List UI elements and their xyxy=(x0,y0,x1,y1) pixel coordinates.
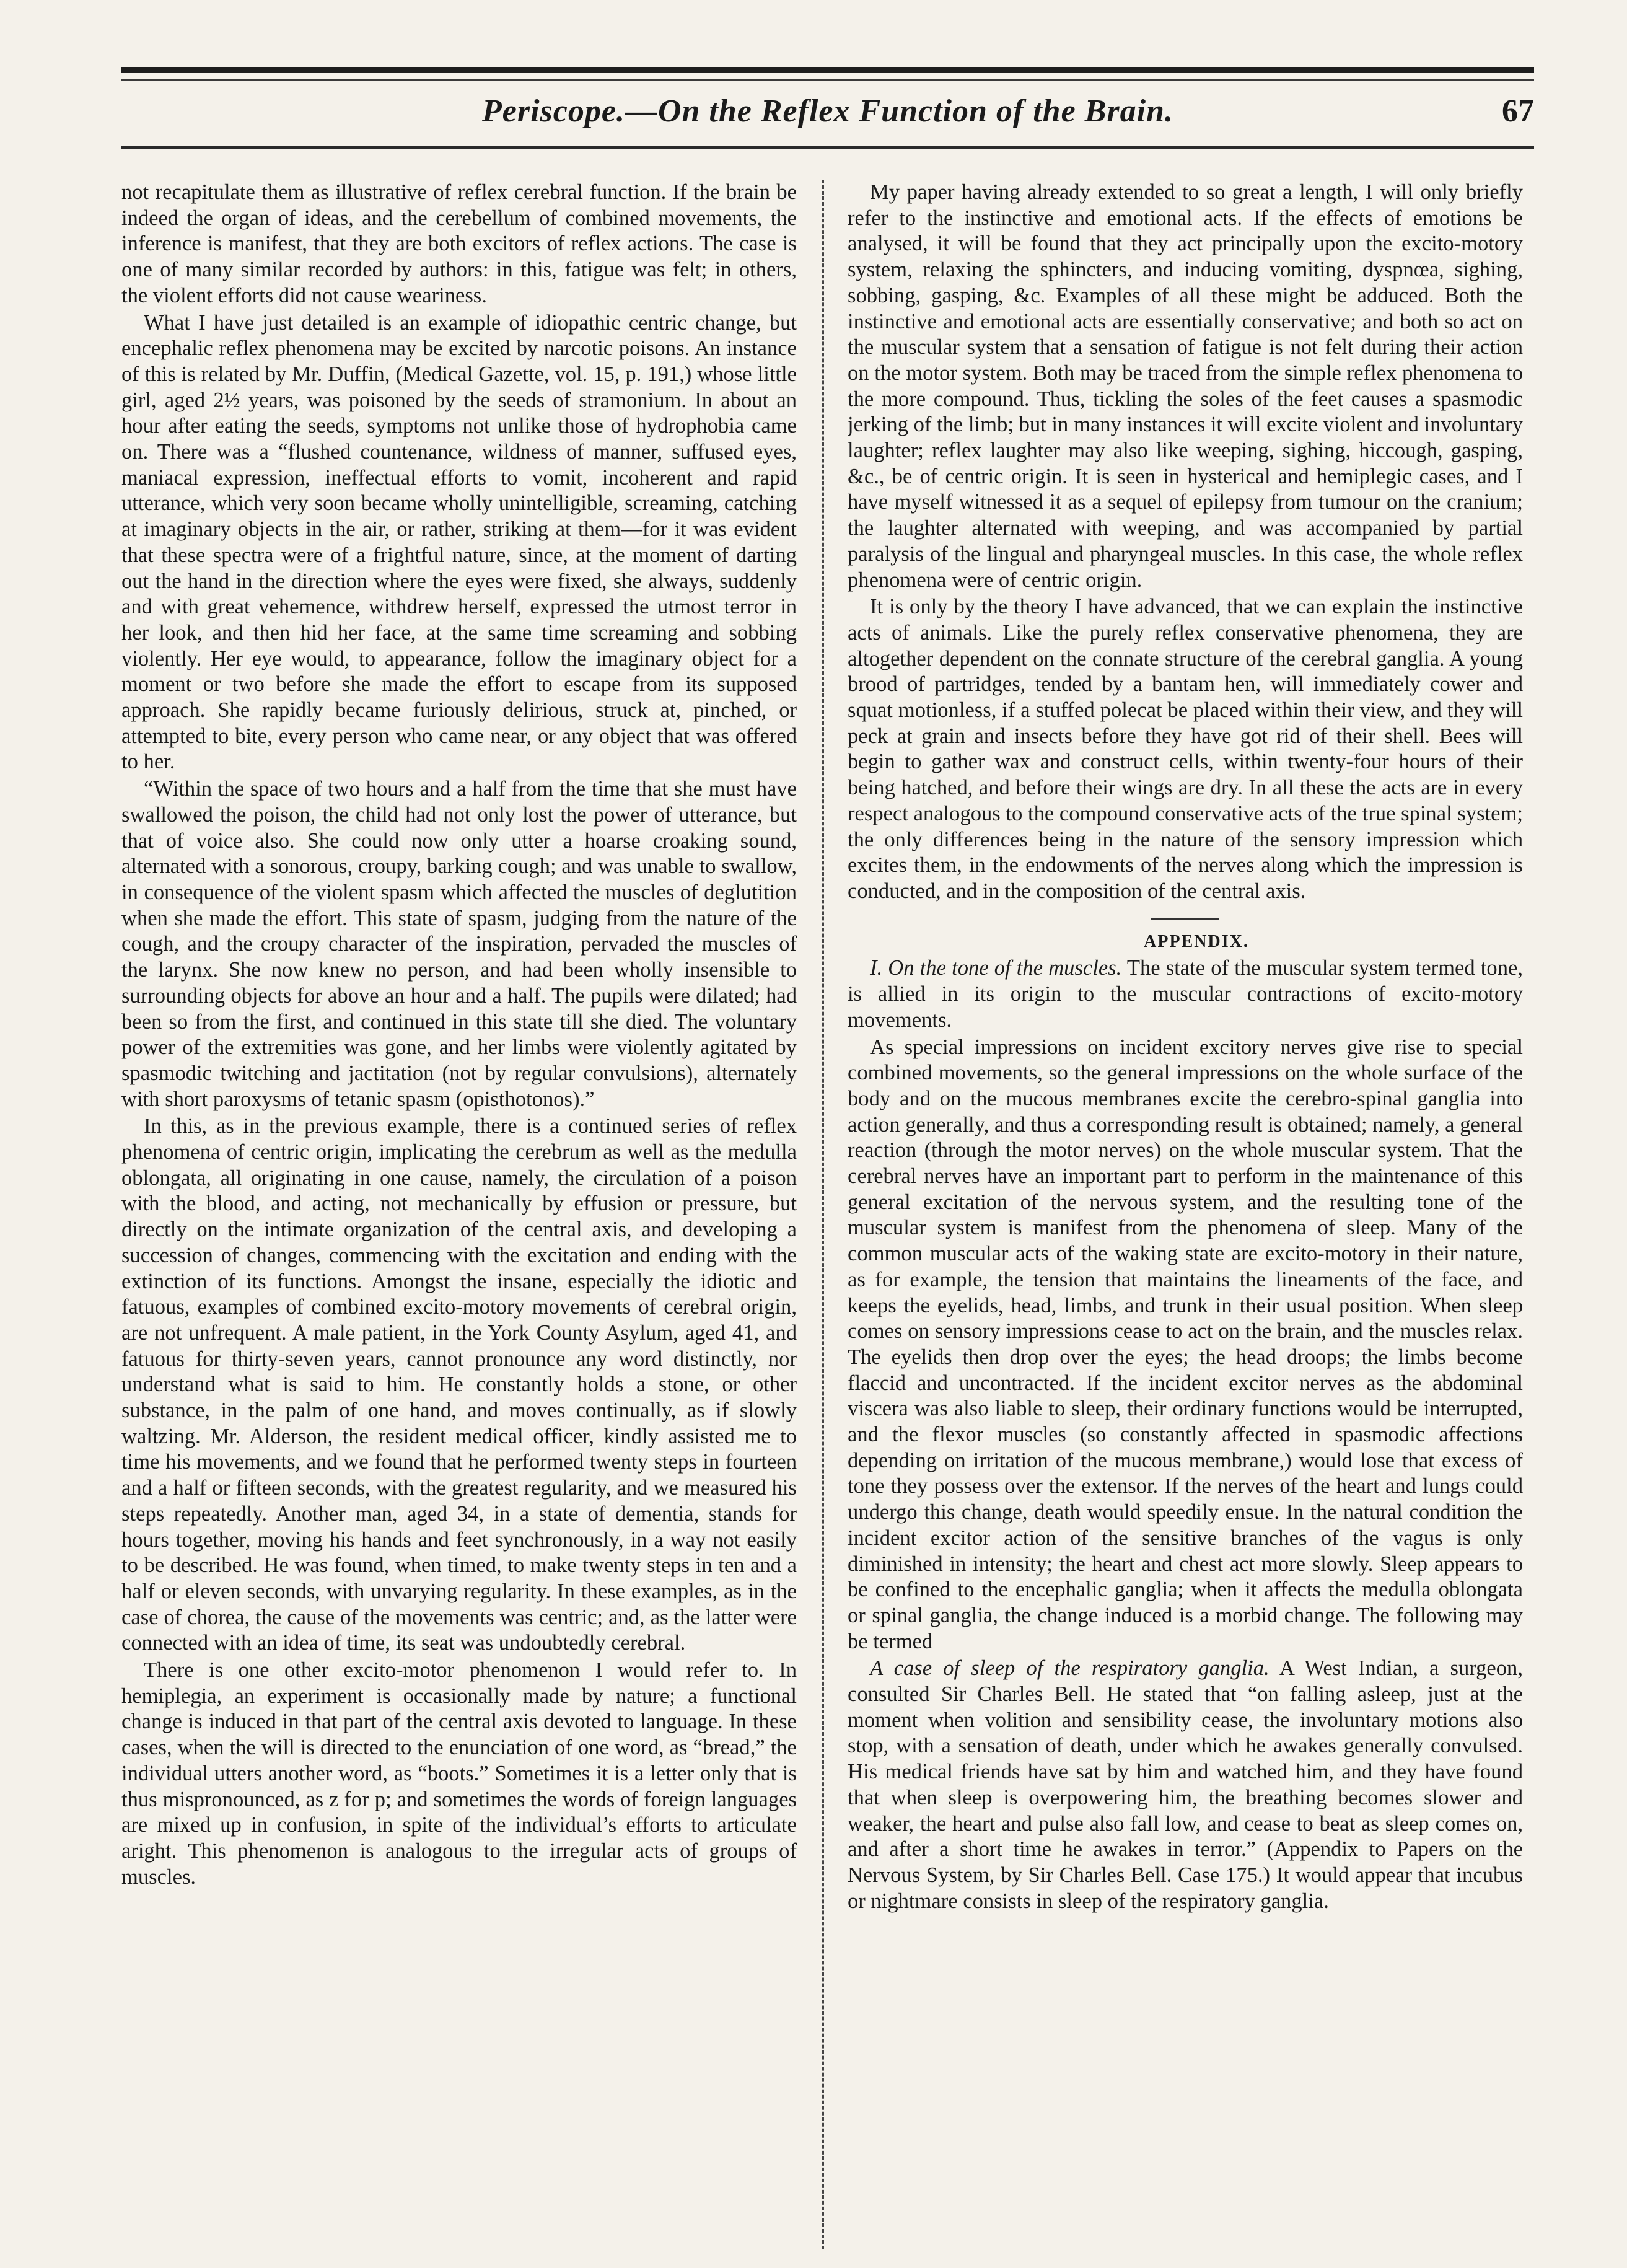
appendix-rule xyxy=(1151,918,1219,920)
running-title: Periscope.—On the Reflex Function of the Brain. xyxy=(482,94,1173,129)
left-column xyxy=(121,180,797,2249)
header-rule xyxy=(121,146,1534,149)
top-rule-thick xyxy=(121,67,1534,73)
left-paragraph-1: not recapitulate them as illustrative of reflex cerebral function. If the brain be indeed the organ of ideas, and the cerebellum of combined movements, the inference is manifest, that they are both excitors of reflex actions. The case is one of many similar recorded by authors: in this, fatigue was felt; in others, the violent efforts did not cause weariness. xyxy=(121,180,797,307)
right-paragraph-5 xyxy=(848,1656,1523,1914)
right-paragraph-3 xyxy=(848,956,1523,1033)
section-body-sleep: A West Indian, a surgeon, consulted Sir Charles Bell. He stated that “on falling asleep, just at the moment when volition and sensibility cease, the involuntary motions also stop, with a sensation of death, under which he awakes generally convulsed. His medical friends have sat by him and watched him, and they have found that when sleep is overpowering him, the breathing becomes slower and weaker, the heart and pulse also fall low, and cease to beat as sleep comes on, and after a short time he awakes in terror.” (Appendix to Papers on the Nervous System, by Sir Charles Bell. Case 175.) It would appear that incubus or nightmare consists in sleep of the respiratory ganglia. xyxy=(848,1656,1523,1913)
right-paragraph-2: It is only by the theory I have advanced, that we can explain the instinctive acts of animals. Like the purely reflex conservative phenomena, they are altogether dependent on the connate structure of the cerebral ganglia. A young brood of partridges, tended by a bantam hen, will immediately cower and squat motionless, if a stuffed polecat be placed within their view, and they will peck at grain and insects before they have got rid of their shell. Bees will begin to gather wax and construct cells, within twenty-four hours of their being hatched, and before their wings are dry. In all these the acts are in every respect analogous to the compound conservative acts of the true spinal system; the only differences being in the nature of the sensory impression which excites them, in the endowments of the nerves along which the impression is conducted, and in the composition of the central axis. xyxy=(848,595,1523,903)
column-divider xyxy=(822,180,824,2249)
left-paragraph-3: “Within the space of two hours and a half from the time that she must have swallowed the poison, the child had not only lost the power of utterance, but that of voice also. She could now only utter a hoarse croaking sound, alternated with a sonorous, croupy, barking cough; and was unable to swallow, in consequence of the violent spasm which affected the muscles of deglutition when she made the effort. This state of spasm, judging from the nature of the cough, and the croupy character of the inspiration, pervaded the muscles of the larynx. She now knew no person, and had been wholly insensible to surrounding objects for above an hour and a half. The pupils were dilated; had been so from the first, and continued in this state till she died. The voluntary power of the extremities was gone, and her limbs were violently agitated by spasmodic twitching and jactitation (not by regular convulsions), alternately with short paroxysms of tetanic spasm (opisthotonos).” xyxy=(121,777,797,1111)
appendix-heading: APPENDIX. xyxy=(1144,931,1249,951)
right-paragraph-1: My paper having already extended to so great a length, I will only briefly refer to the instinctive and emotional acts. If the effects of emotions be analysed, it will be found that they act principally upon the excito-motory system, relaxing the sphincters, and inducing vomiting, dyspnœa, sighing, sobbing, gasping, &c. Examples of all these might be adduced. Both the instinctive and emotional acts are essentially conservative; and both so act on the muscular system that a sensation of fatigue is not felt during their action on the motor system. Both may be traced from the simple reflex phenomena to the more compound. Thus, tickling the soles of the feet causes a spasmodic jerking of the limb; but in many instances it will excite violent and involuntary laughter; reflex laughter may also like weeping, sighing, hiccough, gasping, &c., be of centric origin. It is seen in hysterical and hemiplegic cases, and I have myself witnessed it as a sequel of epilepsy from tumour on the cranium; the laughter alternated with weeping, and was accompanied by partial paralysis of the lingual and pharyngeal muscles. In this case, the whole reflex phenomena were of centric origin. xyxy=(848,180,1523,592)
left-paragraph-4: In this, as in the previous example, there is a continued series of reflex phenomena of centric origin, implicating the cerebrum as well as the medulla oblongata, all originating in one cause, namely, the circulation of a poison with the blood, and acting, not mechanically by effusion or pressure, but directly on the intimate organization of the central axis, and developing a succession of changes, commencing with the excitation and ending with the extinction of its functions. Amongst the insane, especially the idiotic and fatuous, examples of combined excito-motory movements of cerebral origin, are not unfrequent. A male patient, in the York County Asylum, aged 41, and fatuous for thirty-seven years, cannot pronounce any word distinctly, nor understand what is said to him. He constantly holds a stone, or other substance, in the palm of one hand, and moves continually, as if slowly waltzing. Mr. Alderson, the resident medical officer, kindly assisted me to time his movements, and we found that he performed twenty steps in fourteen and a half or fifteen seconds, with the greatest regularity, and we measured his steps repeatedly. Another man, aged 34, in a state of dementia, stands for hours together, moving his hands and feet synchronously, in a way not easily to be described. He was found, when timed, to make twenty steps in ten and a half or eleven seconds, with unvarying regularity. In these examples, as in the case of chorea, the cause of the movements was centric; and, as the latter were connected with an idea of time, its seat was undoubtedly cerebral. xyxy=(121,1114,797,1655)
left-paragraph-2: What I have just detailed is an example of idiopathic centric change, but encephalic reflex phenomena may be excited by narcotic poisons. An instance of this is related by Mr. Duffin, (Medical Gazette, vol. 15, p. 191,) whose little girl, aged 2½ years, was poisoned by the seeds of stramonium. In about an hour after eating the seeds, symptoms not unlike those of hydrophobia came on. There was a “flushed countenance, wildness of manner, suffused eyes, maniacal expression, ineffectual efforts to vomit, incoherent and rapid utterance, which very soon became wholly unintelligible, screaming, catching at imaginary objects in the air, or rather, striking at them—for it was evident that these spectra were of a frightful nature, since, at the moment of darting out the hand in the direction where the eyes were fixed, she always, suddenly and with great vehemence, withdrew herself, expressed the utmost terror in her look, and then hid her face, at the same time screaming and sobbing violently. Her eye would, to appearance, follow the imaginary object for a moment or two before she made the effort to escape from its supposed approach. She rapidly became furiously delirious, struck at, pinched, or attempted to bite, every person who came near, or any object that was offered to her. xyxy=(121,310,797,774)
right-paragraph-4: As special impressions on incident excitory nerves give rise to special combined movements, so the general impressions on the whole surface of the body and on the mucous membranes excite the cerebro-spinal ganglia into action generally, and thus a corresponding result is obtained; namely, a general reaction (through the motor nerves) on the whole muscular system. That the cerebral nerves have an important part to perform in the maintenance of this general excitation of the nervous system, and the resulting tone of the muscular system is manifest from the phenomena of sleep. Many of the common muscular acts of the waking state are excito-motory in their nature, as for example, the tension that maintains the lineaments of the face, and keeps the eyelids, head, limbs, and trunk in their usual position. When sleep comes on sensory impressions cease to act on the brain, and the muscles relax. The eyelids then drop over the eyes; the head droops; the limbs become flaccid and uncontracted. If the incident excitor nerves as the abdominal viscera was also liable to sleep, their ordinary functions would be interrupted, and the flexor muscles (so constantly affected in spasmodic affections depending on irritation of the mucous membrane,) would lose that excess of tone they possess over the extensor. If the nerves of the heart and lungs could undergo this change, death would speedily ensue. In the natural condition the incident excitor action of the sensitive branches of the vagus is only diminished in intensity; the heart and chest act more slowly. Sleep appears to be confined to the encephalic ganglia; when it affects the medulla oblongata or spinal ganglia, the change induced is a morbid change. The following may be termed xyxy=(848,1035,1523,1653)
page-header xyxy=(121,93,1534,141)
section-lead-tone: I. On the tone of the muscles. xyxy=(870,956,1122,980)
section-lead-sleep: A case of sleep of the respiratory ganglia. xyxy=(870,1656,1270,1681)
section-body-tone: The state of the muscular system termed tone, is allied in its origin to the muscular contractions of excito-motory movements. xyxy=(848,956,1523,1032)
page-number: 67 xyxy=(1502,94,1534,129)
right-column xyxy=(848,180,1523,2249)
top-rule-thin xyxy=(121,79,1534,81)
left-paragraph-5: There is one other excito-motor phenomenon I would refer to. In hemiplegia, an experiment is occasionally made by nature; a functional change is induced in that part of the central axis devoted to language. In these cases, when the will is directed to the enunciation of one word, as “bread,” the individual utters another word, as “boots.” Sometimes it is a letter only that is thus mispronounced, as z for p; and sometimes the words of foreign languages are mixed up in confusion, in spite of the individual’s efforts to articulate aright. This phenomenon is analogous to the irregular acts of groups of muscles. xyxy=(121,1658,797,1889)
